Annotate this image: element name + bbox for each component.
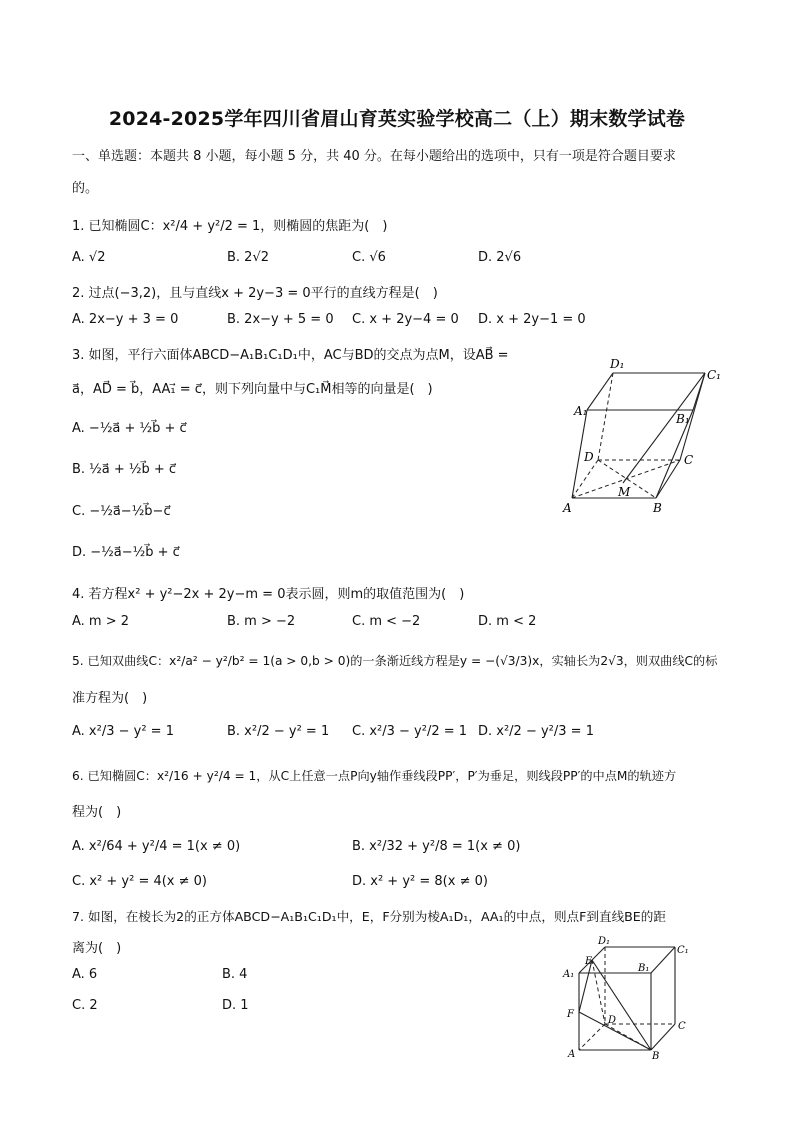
cube-label-B1: B₁	[638, 963, 650, 974]
label-B: B	[653, 501, 662, 515]
q5-option-c: C. x²/3 − y²/2 = 1	[352, 724, 468, 739]
label-C: C	[684, 453, 694, 467]
q4-option-a: A. m > 2	[72, 614, 130, 629]
q5-option-a: A. x²/3 − y² = 1	[72, 724, 174, 739]
label-D: D	[584, 450, 594, 464]
cube-figure	[560, 935, 700, 1065]
q6-option-b: B. x²/32 + y²/8 = 1(x ≠ 0)	[352, 839, 521, 854]
question-6-stem-line2: 程为( )	[72, 805, 122, 820]
label-A1: A₁	[574, 404, 588, 418]
q7-option-c: C. 2	[72, 998, 98, 1013]
question-7-stem-line1: 7. 如图，在棱长为2的正方体ABCD−A₁B₁C₁D₁中，E，F分别为棱A₁D₁，AA₁的中点，则点F到直线BE的距	[72, 909, 666, 924]
cube-label-C1: C₁	[677, 945, 689, 956]
question-2-stem: 2. 过点(−3,2)，且与直线x + 2y−3 = 0平行的直线方程是( )	[72, 286, 438, 301]
question-3-stem-line2: a⃗，AD⃗ = b⃗，AA₁⃗ = c⃗，则下列向量中与C₁M⃗相等的向量是( )	[72, 382, 433, 397]
q2-option-d: D. x + 2y−1 = 0	[478, 312, 586, 327]
q4-option-d: D. m < 2	[478, 614, 537, 629]
label-B1: B₁	[676, 412, 690, 426]
question-7-stem-line2: 离为( )	[72, 941, 122, 956]
label-A: A	[563, 501, 572, 515]
cube-label-F: F	[567, 1009, 574, 1020]
q7-option-d: D. 1	[222, 998, 249, 1013]
q5-option-d: D. x²/2 − y²/3 = 1	[478, 724, 594, 739]
parallelepiped-figure	[560, 355, 730, 520]
question-3-stem-line1: 3. 如图，平行六面体ABCD−A₁B₁C₁D₁中，AC与BD的交点为点M，设AB⃗ =	[72, 348, 509, 363]
q2-option-b: B. 2x−y + 5 = 0	[227, 312, 334, 327]
q1-option-d: D. 2√6	[478, 250, 522, 265]
cube-label-A: A	[568, 1049, 576, 1060]
question-5-stem-line1: 5. 已知双曲线C：x²/a² − y²/b² = 1(a > 0,b > 0)的一条渐近线方程是y = −(√3/3)x，实轴长为2√3，则双曲线C的标	[72, 654, 718, 668]
section-instruction-line1: 一、单选题：本题共 8 小题，每小题 5 分，共 40 分。在每小题给出的选项中，只有一项是符合题目要求	[72, 149, 676, 164]
q6-option-a: A. x²/64 + y²/4 = 1(x ≠ 0)	[72, 839, 241, 854]
q3-option-d: D. −½a⃗−½b⃗ + c⃗	[72, 545, 180, 560]
question-1-stem: 1. 已知椭圆C：x²/4 + y²/2 = 1，则椭圆的焦距为( )	[72, 219, 388, 234]
label-D1: D₁	[610, 357, 625, 371]
q7-option-a: A. 6	[72, 967, 98, 982]
q5-option-b: B. x²/2 − y² = 1	[227, 724, 330, 739]
q6-option-c: C. x² + y² = 4(x ≠ 0)	[72, 874, 208, 889]
q4-option-c: C. m < −2	[352, 614, 421, 629]
cube-label-D: D	[608, 1015, 617, 1026]
q3-option-b: B. ½a⃗ + ½b⃗ + c⃗	[72, 462, 177, 477]
section-instruction-line2: 的。	[72, 181, 99, 196]
q2-option-a: A. 2x−y + 3 = 0	[72, 312, 179, 327]
cube-label-A1: A₁	[563, 969, 575, 980]
cube-label-C: C	[678, 1021, 686, 1032]
q4-option-b: B. m > −2	[227, 614, 296, 629]
question-5-stem-line2: 准方程为( )	[72, 691, 148, 706]
label-M: M	[618, 485, 631, 499]
q1-option-b: B. 2√2	[227, 250, 270, 265]
cube-label-B: B	[652, 1051, 660, 1062]
cube-label-E: E	[585, 956, 593, 967]
q6-option-d: D. x² + y² = 8(x ≠ 0)	[352, 874, 488, 889]
q3-option-c: C. −½a⃗−½b⃗−c⃗	[72, 504, 171, 519]
q1-option-a: A. √2	[72, 250, 106, 265]
q1-option-c: C. √6	[352, 250, 386, 265]
label-C1: C₁	[707, 368, 721, 382]
q3-option-a: A. −½a⃗ + ½b⃗ + c⃗	[72, 421, 187, 436]
cube-label-D1: D₁	[598, 936, 611, 947]
q2-option-c: C. x + 2y−4 = 0	[352, 312, 459, 327]
question-6-stem-line1: 6. 已知椭圆C：x²/16 + y²/4 = 1，从C上任意一点P向y轴作垂线段PP′，P′为垂足，则线段PP′的中点M的轨迹方	[72, 769, 677, 783]
q7-option-b: B. 4	[222, 967, 248, 982]
question-4-stem: 4. 若方程x² + y²−2x + 2y−m = 0表示圆，则m的取值范围为( )	[72, 587, 465, 602]
page-title: 2024-2025学年四川省眉山育英实验学校高二（上）期末数学试卷	[108, 108, 686, 130]
